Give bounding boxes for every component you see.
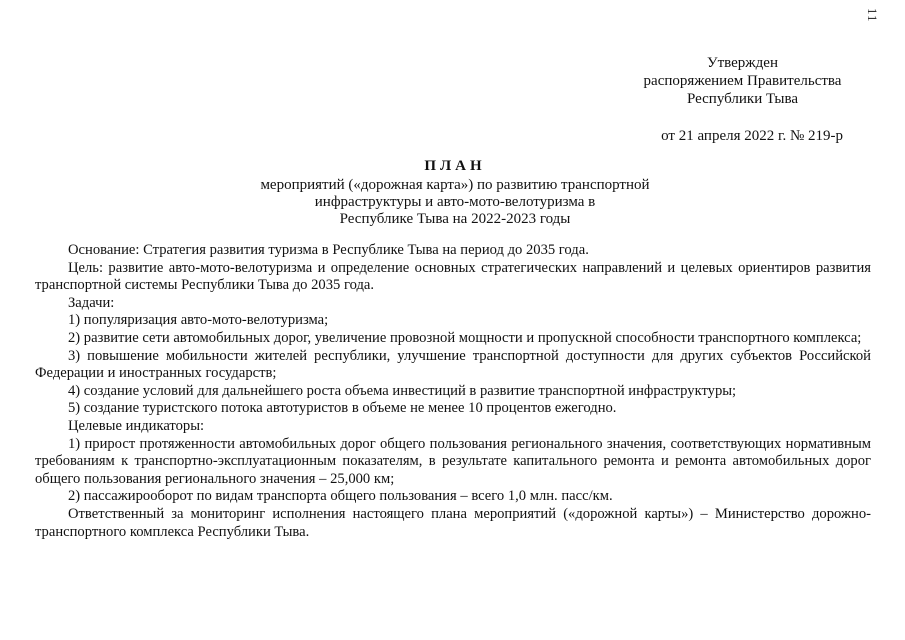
- approval-line-approved: Утвержден: [706, 55, 778, 71]
- approval-line-republic: Республики Тыва: [686, 91, 799, 107]
- paragraph-indicator-1: 1) прирост протяженности автомобильных дорог общего пользования регионального значения, соответствующих нормативным требованиям к транспортно-эксплуатационным показателям, в результате капитального ремонта и ремонта автомобильных дорог общего пользования регионального значения – 25,000 км;: [35, 435, 871, 487]
- paragraph-tasks-heading: Задачи:: [68, 294, 115, 311]
- plan-heading: ПЛАН: [424, 158, 486, 174]
- paragraph-indicators-heading: Целевые индикаторы:: [68, 417, 205, 434]
- page-number-mark: 11: [865, 8, 880, 23]
- title-line-2: инфраструктуры и авто-мото-велотуризма в: [314, 194, 596, 210]
- document-title: [160, 158, 750, 228]
- paragraph-task-3: 3) повышение мобильности жителей республики, улучшение транспортной доступности для других субъектов Российской Федерации и иностранных государств;: [35, 347, 871, 382]
- paragraph-task-5: 5) создание туристского потока автотуристов в объеме не менее 10 процентов ежегодно.: [68, 400, 617, 417]
- approval-stamp: [640, 54, 845, 108]
- paragraph-task-1: 1) популяризация авто-мото-велотуризма;: [68, 312, 329, 329]
- document-body: [35, 242, 871, 541]
- paragraph-responsible: Ответственный за мониторинг исполнения настоящего плана мероприятий («дорожной карты») – Министерство дорожно-транспортного комплекса Республики Тыва.: [35, 505, 871, 540]
- paragraph-basis: Основание: Стратегия развития туризма в Республике Тыва на период до 2035 года.: [68, 242, 589, 258]
- title-line-1: мероприятий («дорожная карта») по развитию транспортной: [260, 177, 650, 193]
- paragraph-indicator-2: 2) пассажирооборот по видам транспорта общего пользования – всего 1,0 млн. пасс/км.: [68, 488, 613, 505]
- approval-date: от 21 апреля 2022 г. № 219-р: [661, 128, 843, 144]
- paragraph-task-2: 2) развитие сети автомобильных дорог, увеличение провозной мощности и пропускной способности транспортного комплекса;: [68, 329, 862, 346]
- paragraph-task-4: 4) создание условий для дальнейшего роста объема инвестиций в развитие транспортной инфраструктуры;: [68, 382, 737, 399]
- title-line-3: Республике Тыва на 2022-2023 годы: [339, 211, 571, 227]
- approval-line-order: распоряжением Правительства: [643, 73, 842, 89]
- paragraph-goal: Цель: развитие авто-мото-велотуризма и определение основных стратегических направлений и целевых ориентиров развития транспортной системы Республики Тыва до 2035 года.: [35, 259, 871, 294]
